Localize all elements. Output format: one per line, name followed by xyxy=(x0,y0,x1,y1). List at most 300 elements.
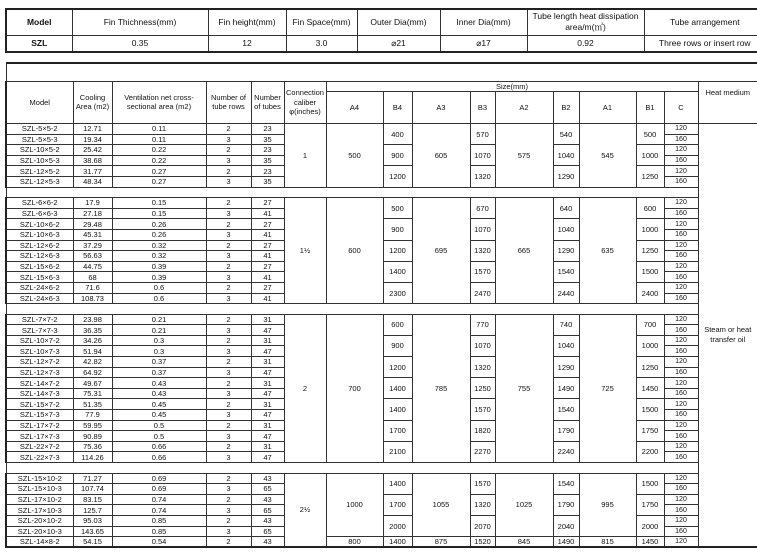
cell-b3: 670 xyxy=(470,198,495,219)
cell-b4: 2300 xyxy=(383,282,412,303)
cell-model: SZL-10×5-2 xyxy=(6,145,73,156)
cell-ventilation-area: 0.5 xyxy=(112,420,206,431)
cell-b4: 1200 xyxy=(383,357,412,378)
cell-b1: 1250 xyxy=(636,166,664,187)
cell-b2: 1790 xyxy=(553,420,579,441)
cell-c: 160 xyxy=(664,388,698,399)
fin-spec-table xyxy=(5,8,757,53)
cell-connection-caliber: 2 xyxy=(284,314,326,462)
cell-c: 160 xyxy=(664,325,698,336)
cell-c: 160 xyxy=(664,251,698,262)
cell-c: 120 xyxy=(664,399,698,410)
cell-c: 120 xyxy=(664,473,698,484)
cell-tubes: 31 xyxy=(251,420,284,431)
cell-b1: 1450 xyxy=(636,537,664,548)
spec-header-tube-arrangement: Tube arrangement xyxy=(644,9,757,35)
cell-tubes: 41 xyxy=(251,208,284,219)
cell-tubes: 27 xyxy=(251,261,284,272)
spec-header-model: Model xyxy=(6,9,72,35)
cell-a1: 725 xyxy=(579,314,636,462)
cell-b2: 640 xyxy=(553,198,579,219)
cell-a3: 875 xyxy=(412,537,470,548)
cell-cooling-area: 29.48 xyxy=(73,219,112,230)
cell-b4: 2000 xyxy=(383,515,412,536)
cell-b4: 1700 xyxy=(383,494,412,515)
cell-b3: 570 xyxy=(470,124,495,145)
header-size-b4: B4 xyxy=(383,92,412,124)
cell-cooling-area: 83.15 xyxy=(73,494,112,505)
cell-ventilation-area: 0.26 xyxy=(112,219,206,230)
cell-b2: 1040 xyxy=(553,145,579,166)
cell-a1: 635 xyxy=(579,198,636,304)
cell-tubes: 47 xyxy=(251,325,284,336)
cell-c: 120 xyxy=(664,240,698,251)
cell-c: 160 xyxy=(664,410,698,421)
cell-a4: 700 xyxy=(326,314,383,462)
cell-a4: 800 xyxy=(326,537,383,548)
cell-cooling-area: 23.98 xyxy=(73,314,112,325)
header-size-b3: B3 xyxy=(470,92,495,124)
cell-ventilation-area: 0.27 xyxy=(112,166,206,177)
cell-ventilation-area: 0.69 xyxy=(112,473,206,484)
cell-c: 120 xyxy=(664,357,698,368)
cell-cooling-area: 75.36 xyxy=(73,441,112,452)
cell-ventilation-area: 0.69 xyxy=(112,484,206,495)
cell-tubes: 47 xyxy=(251,367,284,378)
cell-ventilation-area: 0.22 xyxy=(112,145,206,156)
cell-b2: 1290 xyxy=(553,357,579,378)
cell-model: SZL-7×7-2 xyxy=(6,314,73,325)
cell-c: 160 xyxy=(664,452,698,463)
cell-ventilation-area: 0.26 xyxy=(112,229,206,240)
cell-cooling-area: 19.34 xyxy=(73,134,112,145)
cell-b1: 2200 xyxy=(636,441,664,462)
cell-ventilation-area: 0.6 xyxy=(112,293,206,304)
spec-value-fin-thickness: 0.35 xyxy=(72,35,208,52)
cell-c: 160 xyxy=(664,367,698,378)
cell-b4: 900 xyxy=(383,335,412,356)
cell-b1: 500 xyxy=(636,124,664,145)
cell-a2: 665 xyxy=(495,198,553,304)
cell-tube-rows: 3 xyxy=(206,346,251,357)
spec-header-row xyxy=(6,9,757,35)
cell-b3: 2470 xyxy=(470,282,495,303)
table-row xyxy=(6,314,757,325)
header-size-c: C xyxy=(664,92,698,124)
cell-tubes: 27 xyxy=(251,198,284,209)
cell-b1: 700 xyxy=(636,314,664,335)
cell-tubes: 43 xyxy=(251,537,284,548)
cell-b4: 500 xyxy=(383,198,412,219)
cell-ventilation-area: 0.39 xyxy=(112,261,206,272)
table-row xyxy=(6,473,757,484)
cell-ventilation-area: 0.32 xyxy=(112,251,206,262)
cell-model: SZL-7×7-3 xyxy=(6,325,73,336)
cell-a1: 545 xyxy=(579,124,636,188)
cell-ventilation-area: 0.21 xyxy=(112,325,206,336)
cell-cooling-area: 45.31 xyxy=(73,229,112,240)
cell-b3: 2270 xyxy=(470,441,495,462)
header-heat-medium: Heat medium xyxy=(698,81,757,124)
cell-b3: 1070 xyxy=(470,335,495,356)
cell-c: 120 xyxy=(664,198,698,209)
cell-tubes: 43 xyxy=(251,473,284,484)
cell-b2: 2240 xyxy=(553,441,579,462)
cell-b1: 1500 xyxy=(636,261,664,282)
cell-tubes: 23 xyxy=(251,166,284,177)
cell-b4: 1400 xyxy=(383,473,412,494)
cell-b1: 1500 xyxy=(636,399,664,420)
cell-c: 120 xyxy=(664,494,698,505)
cell-a4: 600 xyxy=(326,198,383,304)
cell-connection-caliber: 2½ xyxy=(284,473,326,547)
cell-c: 120 xyxy=(664,441,698,452)
cell-c: 120 xyxy=(664,261,698,272)
cell-b2: 1540 xyxy=(553,399,579,420)
cell-ventilation-area: 0.15 xyxy=(112,208,206,219)
header-model: Model xyxy=(6,81,73,124)
cell-ventilation-area: 0.37 xyxy=(112,367,206,378)
spec-header-fin-thickness: Fin Thichness(mm) xyxy=(72,9,208,35)
cell-b3: 1320 xyxy=(470,357,495,378)
cell-tube-rows: 2 xyxy=(206,378,251,389)
cell-model: SZL-14×8-2 xyxy=(6,537,73,548)
cell-tubes: 65 xyxy=(251,484,284,495)
cell-tube-rows: 2 xyxy=(206,261,251,272)
cell-c: 120 xyxy=(664,335,698,346)
cell-cooling-area: 51.94 xyxy=(73,346,112,357)
cell-tubes: 23 xyxy=(251,124,284,135)
header-size-b2: B2 xyxy=(553,92,579,124)
cell-b4: 900 xyxy=(383,145,412,166)
cell-tubes: 41 xyxy=(251,293,284,304)
cell-connection-caliber: 1 xyxy=(284,124,326,188)
cell-model: SZL-12×5-3 xyxy=(6,176,73,187)
cell-b4: 400 xyxy=(383,124,412,145)
cell-model: SZL-15×10-2 xyxy=(6,473,73,484)
cell-b3: 1570 xyxy=(470,399,495,420)
cell-tubes: 35 xyxy=(251,176,284,187)
cell-tube-rows: 2 xyxy=(206,537,251,548)
cell-ventilation-area: 0.27 xyxy=(112,176,206,187)
spec-value-tube-arrangement: Three rows or insert row xyxy=(644,35,757,52)
cell-cooling-area: 49.67 xyxy=(73,378,112,389)
cell-model: SZL-17×10-3 xyxy=(6,505,73,516)
cell-cooling-area: 114.26 xyxy=(73,452,112,463)
cell-b2: 2040 xyxy=(553,515,579,536)
cell-cooling-area: 54.15 xyxy=(73,537,112,548)
cell-tubes: 31 xyxy=(251,357,284,368)
cell-b2: 1290 xyxy=(553,240,579,261)
cell-ventilation-area: 0.85 xyxy=(112,515,206,526)
cell-model: SZL-15×6-3 xyxy=(6,272,73,283)
spec-value-inner-dia: ⌀17 xyxy=(440,35,527,52)
cell-b2: 740 xyxy=(553,314,579,335)
cell-ventilation-area: 0.85 xyxy=(112,526,206,537)
cell-ventilation-area: 0.37 xyxy=(112,357,206,368)
cell-cooling-area: 48.34 xyxy=(73,176,112,187)
cell-model: SZL-20×10-2 xyxy=(6,515,73,526)
group-gap xyxy=(6,304,698,315)
cell-b4: 600 xyxy=(383,314,412,335)
cell-tube-rows: 3 xyxy=(206,484,251,495)
cell-b3: 1320 xyxy=(470,240,495,261)
cell-a1: 995 xyxy=(579,473,636,537)
cell-a1: 815 xyxy=(579,537,636,548)
header-ventilation-area: Ventilation net cross-sectional area (m2) xyxy=(112,81,206,124)
cell-a2: 1025 xyxy=(495,473,553,537)
cell-tube-rows: 3 xyxy=(206,229,251,240)
cell-tube-rows: 3 xyxy=(206,293,251,304)
spec-value-outer-dia: ⌀21 xyxy=(357,35,440,52)
cell-tubes: 47 xyxy=(251,452,284,463)
cell-c: 160 xyxy=(664,484,698,495)
cell-cooling-area: 36.35 xyxy=(73,325,112,336)
cell-cooling-area: 59.95 xyxy=(73,420,112,431)
cell-c: 120 xyxy=(664,124,698,135)
cell-b1: 2400 xyxy=(636,282,664,303)
cell-b3: 1070 xyxy=(470,145,495,166)
cell-tube-rows: 2 xyxy=(206,240,251,251)
table-row xyxy=(6,198,757,209)
cell-b3: 1570 xyxy=(470,473,495,494)
cell-cooling-area: 125.7 xyxy=(73,505,112,516)
cell-model: SZL-15×10-3 xyxy=(6,484,73,495)
cell-b3: 1520 xyxy=(470,537,495,548)
cell-tubes: 47 xyxy=(251,388,284,399)
cell-b4: 1400 xyxy=(383,261,412,282)
cell-b4: 1400 xyxy=(383,399,412,420)
cell-b1: 1000 xyxy=(636,219,664,240)
cell-tube-rows: 3 xyxy=(206,134,251,145)
cell-cooling-area: 44.75 xyxy=(73,261,112,272)
cell-b1: 1250 xyxy=(636,357,664,378)
cell-c: 160 xyxy=(664,431,698,442)
cell-ventilation-area: 0.43 xyxy=(112,388,206,399)
cell-tubes: 35 xyxy=(251,134,284,145)
cell-b4: 1200 xyxy=(383,240,412,261)
cell-tubes: 43 xyxy=(251,515,284,526)
cell-tube-rows: 3 xyxy=(206,251,251,262)
cell-a3: 695 xyxy=(412,198,470,304)
cell-model: SZL-12×6-2 xyxy=(6,240,73,251)
cell-a3: 785 xyxy=(412,314,470,462)
cell-model: SZL-17×7-3 xyxy=(6,431,73,442)
cell-cooling-area: 25.42 xyxy=(73,145,112,156)
cell-b3: 1250 xyxy=(470,378,495,399)
header-size-a2: A2 xyxy=(495,92,553,124)
cell-tube-rows: 2 xyxy=(206,314,251,325)
header-connection-caliber: Connection caliber φ(inches) xyxy=(284,81,326,124)
cell-tubes: 31 xyxy=(251,399,284,410)
spec-header-outer-dia: Outer Dia(mm) xyxy=(357,9,440,35)
cell-tube-rows: 2 xyxy=(206,515,251,526)
spec-value-dissipation-area: 0.92 xyxy=(527,35,644,52)
cell-model: SZL-12×5-2 xyxy=(6,166,73,177)
cell-model: SZL-5×5-3 xyxy=(6,134,73,145)
group-gap-row xyxy=(6,187,757,198)
cell-ventilation-area: 0.32 xyxy=(112,240,206,251)
cell-b1: 1750 xyxy=(636,420,664,441)
cell-model: SZL-12×6-3 xyxy=(6,251,73,262)
spec-value-row xyxy=(6,35,757,52)
cell-model: SZL-15×7-3 xyxy=(6,410,73,421)
cell-ventilation-area: 0.11 xyxy=(112,124,206,135)
cell-tube-rows: 2 xyxy=(206,282,251,293)
cell-tube-rows: 3 xyxy=(206,452,251,463)
cell-tube-rows: 2 xyxy=(206,124,251,135)
cell-a3: 1055 xyxy=(412,473,470,537)
cell-a3: 605 xyxy=(412,124,470,188)
cell-ventilation-area: 0.74 xyxy=(112,494,206,505)
cell-c: 160 xyxy=(664,176,698,187)
cell-c: 120 xyxy=(664,282,698,293)
cell-cooling-area: 71.6 xyxy=(73,282,112,293)
cell-c: 160 xyxy=(664,526,698,537)
cell-model: SZL-10×6-3 xyxy=(6,229,73,240)
cell-cooling-area: 56.63 xyxy=(73,251,112,262)
cell-ventilation-area: 0.74 xyxy=(112,505,206,516)
cell-tubes: 23 xyxy=(251,145,284,156)
cell-cooling-area: 27.18 xyxy=(73,208,112,219)
cell-heat-medium: Steam or heat transfer oil xyxy=(698,124,757,548)
spec-value-model: SZL xyxy=(6,35,72,52)
cell-tube-rows: 3 xyxy=(206,431,251,442)
cell-b4: 1400 xyxy=(383,537,412,548)
cell-c: 120 xyxy=(664,314,698,325)
cell-model: SZL-24×6-2 xyxy=(6,282,73,293)
cell-tube-rows: 2 xyxy=(206,357,251,368)
cell-tube-rows: 2 xyxy=(206,399,251,410)
cell-b1: 1000 xyxy=(636,335,664,356)
cell-b2: 1540 xyxy=(553,473,579,494)
cell-b2: 1040 xyxy=(553,335,579,356)
cell-c: 120 xyxy=(664,166,698,177)
cell-tube-rows: 2 xyxy=(206,335,251,346)
cell-ventilation-area: 0.45 xyxy=(112,410,206,421)
cell-tubes: 65 xyxy=(251,505,284,516)
cell-model: SZL-15×6-2 xyxy=(6,261,73,272)
cell-cooling-area: 95.03 xyxy=(73,515,112,526)
cell-tube-rows: 3 xyxy=(206,272,251,283)
cell-model: SZL-17×10-2 xyxy=(6,494,73,505)
cell-b1: 1750 xyxy=(636,494,664,515)
cell-cooling-area: 90.89 xyxy=(73,431,112,442)
cell-model: SZL-22×7-3 xyxy=(6,452,73,463)
cell-tubes: 27 xyxy=(251,282,284,293)
header-tube-rows: Number of tube rows xyxy=(206,81,251,124)
header-spacer xyxy=(6,63,757,81)
cell-b3: 1570 xyxy=(470,261,495,282)
cell-b4: 1700 xyxy=(383,420,412,441)
cell-b4: 900 xyxy=(383,219,412,240)
cell-b3: 1820 xyxy=(470,420,495,441)
header-size-b1: B1 xyxy=(636,92,664,124)
cell-model: SZL-12×7-3 xyxy=(6,367,73,378)
cell-b2: 1790 xyxy=(553,494,579,515)
group-gap xyxy=(6,463,698,474)
cell-connection-caliber: 1½ xyxy=(284,198,326,304)
spec-header-inner-dia: Inner Dia(mm) xyxy=(440,9,527,35)
header-size-a1: A1 xyxy=(579,92,636,124)
cell-b2: 1290 xyxy=(553,166,579,187)
cell-tubes: 31 xyxy=(251,441,284,452)
spec-header-dissipation-area: Tube length heat dissipation area/m(㎡) xyxy=(527,9,644,35)
cell-cooling-area: 143.65 xyxy=(73,526,112,537)
cell-tube-rows: 3 xyxy=(206,410,251,421)
cell-ventilation-area: 0.66 xyxy=(112,441,206,452)
cell-model: SZL-14×7-2 xyxy=(6,378,73,389)
cell-c: 160 xyxy=(664,293,698,304)
cell-b1: 1250 xyxy=(636,240,664,261)
cell-cooling-area: 17.9 xyxy=(73,198,112,209)
cell-tube-rows: 2 xyxy=(206,441,251,452)
cell-tubes: 31 xyxy=(251,378,284,389)
cell-tubes: 47 xyxy=(251,431,284,442)
cell-tubes: 47 xyxy=(251,346,284,357)
cell-b1: 1450 xyxy=(636,378,664,399)
cell-model: SZL-10×7-2 xyxy=(6,335,73,346)
cell-model: SZL-15×7-2 xyxy=(6,399,73,410)
table-row xyxy=(6,537,757,548)
cell-cooling-area: 71.27 xyxy=(73,473,112,484)
cell-b1: 1000 xyxy=(636,145,664,166)
cell-tube-rows: 3 xyxy=(206,505,251,516)
cell-c: 120 xyxy=(664,145,698,156)
cell-model: SZL-22×7-2 xyxy=(6,441,73,452)
cell-model: SZL-6×6-2 xyxy=(6,198,73,209)
cell-ventilation-area: 0.11 xyxy=(112,134,206,145)
cell-a4: 1000 xyxy=(326,473,383,537)
cell-ventilation-area: 0.66 xyxy=(112,452,206,463)
cell-model: SZL-17×7-2 xyxy=(6,420,73,431)
cell-tube-rows: 3 xyxy=(206,325,251,336)
cell-tube-rows: 3 xyxy=(206,388,251,399)
cell-a4: 500 xyxy=(326,124,383,188)
cell-a2: 755 xyxy=(495,314,553,462)
cell-a2: 845 xyxy=(495,537,553,548)
cell-b3: 1320 xyxy=(470,166,495,187)
cell-c: 160 xyxy=(664,346,698,357)
group-gap xyxy=(6,187,698,198)
cell-tubes: 41 xyxy=(251,272,284,283)
cell-ventilation-area: 0.43 xyxy=(112,378,206,389)
spec-header-fin-height: Fin height(mm) xyxy=(208,9,286,35)
cell-tubes: 35 xyxy=(251,155,284,166)
cell-model: SZL-24×6-3 xyxy=(6,293,73,304)
cell-c: 160 xyxy=(664,229,698,240)
header-size-a3: A3 xyxy=(412,92,470,124)
cell-b2: 540 xyxy=(553,124,579,145)
spec-value-fin-height: 12 xyxy=(208,35,286,52)
cell-b4: 2100 xyxy=(383,441,412,462)
cell-cooling-area: 108.73 xyxy=(73,293,112,304)
cell-b1: 2000 xyxy=(636,515,664,536)
cell-c: 120 xyxy=(664,219,698,230)
cell-c: 160 xyxy=(664,505,698,516)
header-row-1 xyxy=(6,81,757,92)
cell-cooling-area: 42.82 xyxy=(73,357,112,368)
cell-b2: 1490 xyxy=(553,537,579,548)
cell-tubes: 65 xyxy=(251,526,284,537)
cell-model: SZL-10×6-2 xyxy=(6,219,73,230)
spec-header-fin-space: Fin Space(mm) xyxy=(286,9,357,35)
table-row xyxy=(6,124,757,135)
cell-b2: 1490 xyxy=(553,378,579,399)
cell-tubes: 27 xyxy=(251,219,284,230)
cell-tube-rows: 3 xyxy=(206,208,251,219)
cell-cooling-area: 77.9 xyxy=(73,410,112,421)
